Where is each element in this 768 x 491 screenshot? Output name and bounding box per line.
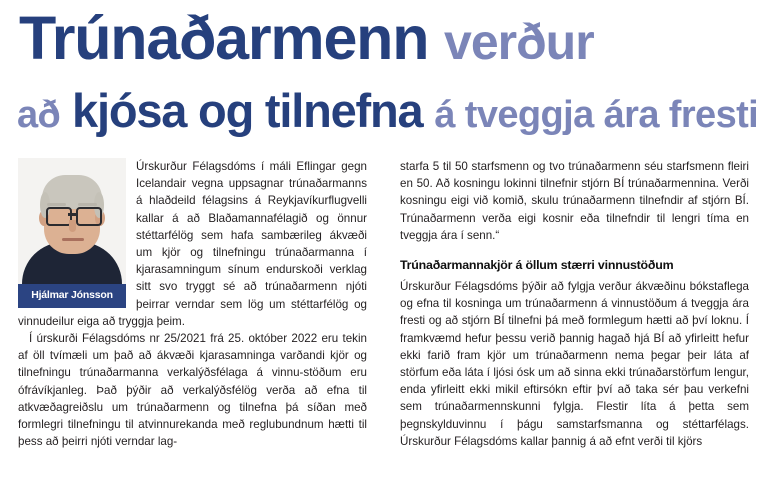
right-paragraph-1: starfa 5 til 50 starfsmenn og tvo trúnaðarmenn séu starfsmenn fleiri en 50. Að kosningu lokinni tilnefnir stjórn BÍ trúnaðarmennina. Verði kosningu eigi við komið, skulu trúnaðarmenn tilnefndir af stjórn BÍ. Trúnaðarmenn verða eigi kosnir eða tilnefndir til lengri tíma en tveggja ára í senn.“ (400, 160, 749, 242)
headline-word-verdur: verður (444, 14, 594, 70)
portrait-eyebrow-right (78, 203, 97, 206)
headline-word-ad: að (17, 94, 61, 136)
right-paragraph-2: Úrskurður Félagsdóms þýðir að fylgja verður ákvæðinu bókstaflega og efna til kosninga um trúnaðarmenn á vinnustöðum á tveggja ára fresti og að stjórn BÍ tilnefni þá með formlegum hætti að því loknu. Í framkvæmd hefur þessu verið þannig hagað hjá BÍ að yfirleitt hefur ekki farið fram kjör um trúnaðarmenn nema þegar þeir láta af störfum eða láta í ljósi ósk um að sinna ekki trúnaðarstörfum lengur, enda yfirleitt ekki mikil eftirsókn eftir því að taka sér þau verkefni sem trúnaðarmennskunni fylgja. Flestir líta á þetta sem þegnskylduvinnu í þágu samstarfsmanna og stéttarfélags. Úrskurður Félagsdóms kallar þannig á að efnt verði til kjörs (400, 280, 749, 448)
headline-phrase-kjosa-og-tilnefna: kjósa og tilnefna (72, 84, 423, 137)
headline-phrase-a-tveggja-ara-fresti: á tveggja ára fresti (434, 94, 759, 136)
left-paragraph-2: Í úrskurði Félagsdóms nr 25/2021 frá 25. október 2022 eru tekin af öll tvímæli um það að ákvæði kjarasamninga varðandi kjör og tilnefningu trúnaðarmanna verkalýðsfélaga á vinnu-stöðum eru ófrávíkjanleg. Það þýðir að verkalýðsfélög verða að efna til atkvæðagreiðslu um trúnaðarmenn og tilnefna þá síðan með formlegri tilnefningu til atvinnurekanda með reglubundnum hætti til þess að þeirri njóti verndar lag- (18, 332, 367, 449)
portrait-nose (69, 220, 76, 232)
headline-word-trunadarmenn: Trúnaðarmenn (19, 4, 429, 72)
left-paragraph-1: Úrskurður Félagsdóms í máli Eflingar gegn Icelandair vegna uppsagnar trúnaðarmanns á hlaðdeild félagsins á Reykjavíkurflugvelli kallar á að Blaðamannafélagið og önnur stéttarfélög sem hafa sambærileg ákvæði um kjör og tilnefningu trúnaðarmanna í kjarasamningum sínum endurskoði verklag sitt svo tryggt sé að trúnaðarmenn njóti þeirrar verndar sem lög um stéttarfélög og vinnudeilur eiga að tryggja þeim. (18, 160, 367, 328)
article-body (0, 158, 768, 491)
body-column-right (400, 158, 749, 450)
glasses-icon-bridge (68, 213, 76, 216)
headline-line-1 (19, 4, 594, 72)
glasses-icon-right-lens (76, 207, 102, 226)
headline-line-2 (17, 84, 759, 137)
photo-caption: Hjálmar Jónsson (18, 284, 126, 308)
portrait-figure (18, 158, 126, 308)
portrait-photo (18, 158, 126, 284)
section-subheading: Trúnaðarmannakjör á öllum stærri vinnustöðum (400, 258, 674, 273)
portrait-eyebrow-left (47, 203, 66, 206)
portrait-mouth (62, 238, 84, 241)
body-column-left (18, 158, 367, 450)
